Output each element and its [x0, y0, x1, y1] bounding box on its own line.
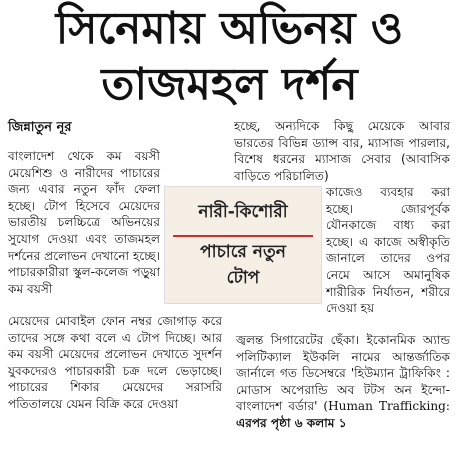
body-paragraph: কাজেও ব্যবহার করা হচ্ছে। জোরপূর্বক যৌনকাজে বাধ্য করা হচ্ছে। এ কাজে অস্বীকৃতি জানালে তাদের ওপর নেমে আসে অমানুষিক শারীরিক নির্যাতন, শরীরে দেওয়া হয় [326, 185, 450, 316]
article-column-right-bottom [236, 332, 450, 432]
pull-quote-line-3: টোপ [226, 268, 260, 288]
body-text: জ্বলন্ত সিগারেটের ছেঁকা। ইকোনমিক অ্যান্ড পলিটিক্যাল ইউকলি নামের আন্তর্জাতিক জার্নালে গত ডিসেম্বরে 'হিউম্যান ট্রাফিকিং : মোডাস অপেরান্ডি অব টটস অন ইন্দো-বাংলাদেশ বর্ডার' [236, 333, 450, 414]
continuation-link[interactable]: এরপর পৃষ্ঠা ৬ কলাম ১ [236, 415, 347, 430]
article-column-left-top [8, 148, 160, 297]
pull-quote-box [164, 186, 322, 304]
body-paragraph [236, 332, 450, 432]
body-paragraph: হচ্ছে, অন্যদিকে কিছু মেয়েকে আবার ভারতের বিভিন্ন ড্যান্স বার, ম্যাসাজ পারলার, বিশেষ ধরনের ম্যাসাজ সেবার (আবাসিক বাড়িতে পরিচালিত) [234, 119, 450, 183]
headline-line-2: তাজমহল দর্শন [101, 59, 358, 110]
article-column-right-top [234, 118, 450, 184]
body-paragraph: মেয়েদের মোবাইল ফোন নম্বর জোগাড় করে তাদের সঙ্গে কথা বলে এ টোপ দিচ্ছে। আর কম বয়সী মেয়েদের প্রলোভন দেখাতে সুদর্শন যুবকদেরও পাচারকারী চক্র দলে ভেড়াচ্ছে। পাচারের শিকার মেয়েদের সরাসরি পতিতালয়ে যেমন বিক্রি করে দেওয়া [8, 314, 222, 411]
byline: জিন্নাতুন নূর [8, 120, 72, 135]
pull-quote-line-1: নারী-কিশোরী [198, 202, 288, 222]
english-term: (Human Trafficking: [323, 399, 450, 414]
article-column-left-bottom [8, 313, 222, 413]
body-paragraph: বাংলাদেশ থেকে কম বয়সী মেয়েশিশু ও নারীদের পাচারের জন্য এবার নতুন ফাঁদ ফেলা হচ্ছে। টোপ হিসেবে মেয়েদের ভারতীয় চলচ্চিত্রে অভিনয়ের সুযোগ দেওয়া এবং তাজমহল দর্শনের প্রলোভন দেখানো হচ্ছে। পাচারকারীরা স্কুল-কলেজ পড়ুয়া কম বয়সী [8, 149, 160, 296]
pull-quote-divider [173, 235, 313, 237]
headline-line-1: সিনেমায় অভিনয় ও [55, 3, 404, 54]
pull-quote-line-2: পাচারে নতুন [200, 242, 286, 262]
article-column-right-middle [326, 184, 450, 317]
